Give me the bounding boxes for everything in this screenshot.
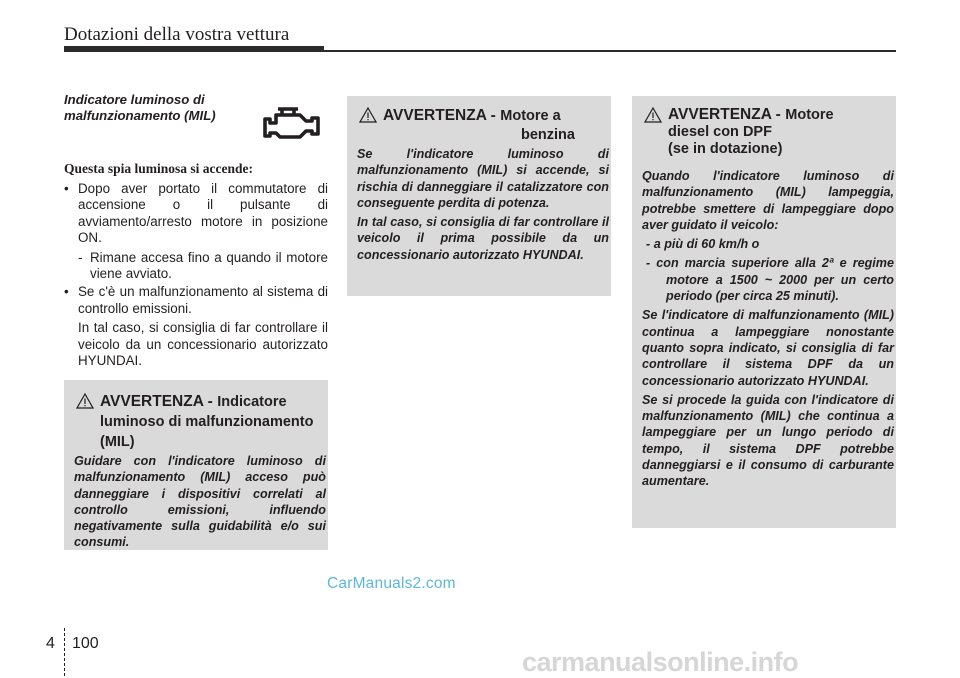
lead-text: Questa spia luminosa si accende: [64,161,254,176]
warning-topic: Indicatore luminoso di malfunzionamento (MIL) [100,394,314,450]
warning-heading [74,392,344,452]
sub-item-text: Rimane accesa fino a quando il motore viene avviato. [90,249,328,282]
header-rule-thin [324,50,896,52]
paragraph: In tal caso, si consiglia di far controllare il veicolo da un concessionario autorizzato HYUNDAI. [78,320,328,369]
warning-heading [642,106,912,158]
page-header-title: Dotazioni della vostra vettura [64,24,290,45]
warning-box-diesel [632,96,896,528]
warning-text [642,168,894,493]
warning-text [357,146,609,266]
warning-paragraph: Se si procede la guida con l'indicatore di malfunzionamento (MIL) che continua a lampeggiare per un lungo periodo di tempo, il sistema DPF potrebbe danneggiarsi e il consumo di carburante aumentare. [642,392,894,489]
warning-list-item: - a più di 60 km/h o [646,237,760,252]
chapter-number: 4 [46,635,55,652]
bullet-item: • Dopo aver portato il commutatore di accensione o il pulsante di avviamento/arresto motore in posizione ON. [64,181,328,247]
warning-triangle-icon [76,393,94,409]
warning-topic-line2: diesel con DPF [668,124,772,140]
dash-marker: - [78,249,83,265]
warning-topic: Motore a [500,108,561,124]
warning-paragraph: Se l'indicatore luminoso di malfunzionamento (MIL) si accende, si rischia di danneggiare il catalizzatore con conseguente perdita di potenza. [357,147,609,210]
warning-text [74,453,326,554]
header-rule [64,46,324,52]
warning-box-petrol [347,96,611,296]
engine-check-icon [256,96,328,148]
warning-label: AVVERTENZA - [668,106,781,123]
warning-topic-line3: (se in dotazione) [668,141,783,157]
warning-heading [357,106,627,145]
page-number: 100 [72,635,99,652]
watermark-link[interactable]: CarManuals2.com [327,575,456,592]
warning-paragraph: Guidare con l'indicatore luminoso di malfunzionamento (MIL) acceso può danneggiare i dispositivi correlati al controllo emissioni, influendo negativamente sulla guidabilità e/o sui consumi. [74,454,326,550]
sub-item [64,250,328,283]
warning-triangle-icon [359,107,377,123]
warning-box-mil [64,380,328,550]
warning-triangle-icon [644,107,662,123]
warning-topic: Motore [785,107,834,123]
section-subtitle: Indicatore luminoso di malfunzionamento (MIL) [64,92,216,123]
warning-topic-line2: benzina [521,127,575,143]
site-watermark: carmanualsonline.info [522,647,799,677]
warning-label: AVVERTENZA - [100,393,213,410]
warning-label: AVVERTENZA - [383,107,496,124]
warning-paragraph: In tal caso, si consiglia di far controllare il veicolo il prima possibile da un concessionario autorizzato HYUNDAI. [357,215,609,262]
body-text [64,181,328,369]
warning-list-item: - con marcia superiore alla 2ª e regime motore a 1500 ~ 2000 per un certo periodo (per circa 25 minuti). [646,256,894,304]
bullet-item: • Se c'è un malfunzionamento al sistema di controllo emissioni. [64,284,328,317]
warning-paragraph: Se l'indicatore di malfunzionamento (MIL) continua a lampeggiare nonostante quanto sopra indicato, si consiglia di far controllare il sistema DPF da un concessionario autorizzato HYUNDAI. [642,308,894,388]
warning-paragraph: Quando l'indicatore luminoso di malfunzionamento (MIL) lampeggia, potrebbe smettere di lampeggiare dopo aver guidato il veicolo: [642,169,894,232]
page-number-separator [64,628,66,676]
